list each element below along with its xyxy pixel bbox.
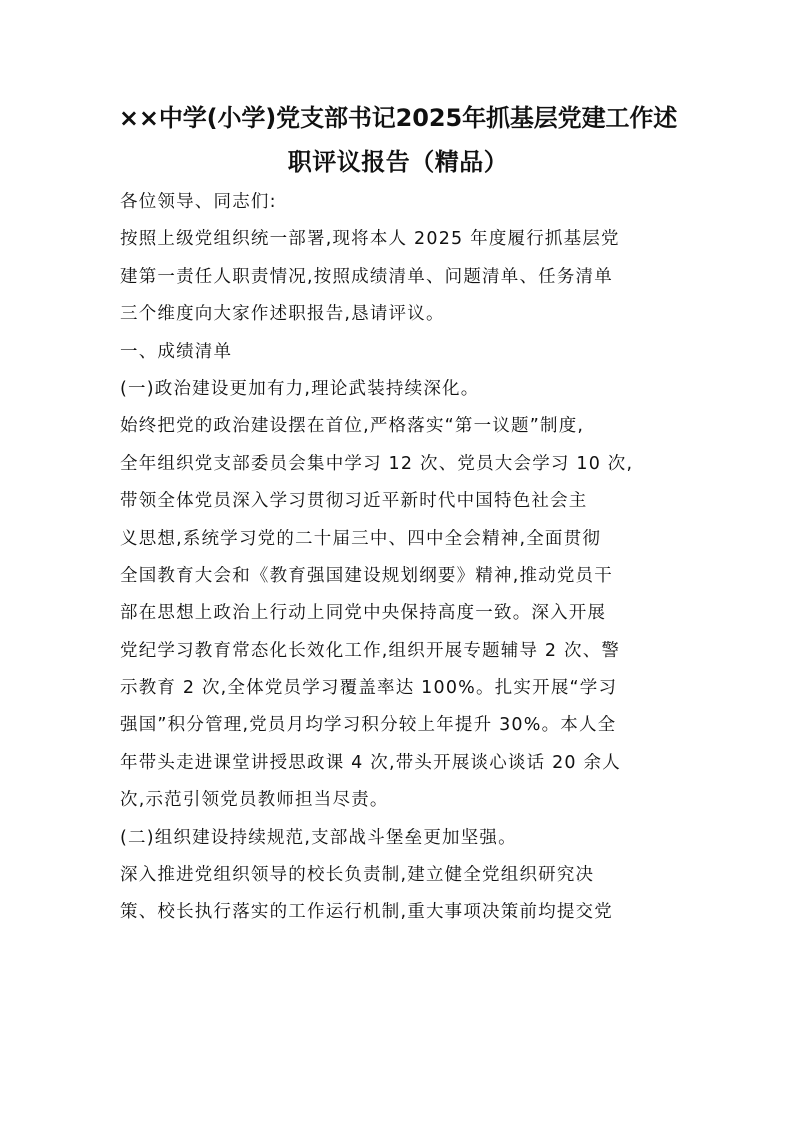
- salutation-line: 各位领导、同志们:: [120, 192, 277, 212]
- body-line: 按照上级党组织统一部署,现将本人 2025 年度履行抓基层党: [120, 229, 620, 250]
- document-body: [120, 184, 680, 932]
- section-heading: 一、成绩清单: [120, 341, 233, 362]
- document-title: [118, 96, 678, 184]
- body-line: 建第一责任人职责情况,按照成绩清单、问题清单、任务清单: [120, 266, 613, 287]
- title-line: ××中学(小学)党支部书记2025年抓基层党建工作述: [118, 104, 678, 132]
- body-line: 带领全体党员深入学习贯彻习近平新时代中国特色社会主: [120, 491, 588, 512]
- title-line: 职评议报告（精品）: [287, 148, 509, 176]
- body-line: 策、校长执行落实的工作运行机制,重大事项决策前均提交党: [120, 902, 613, 923]
- body-line: 深入推进党组织领导的校长负责制,建立健全党组织研究决: [120, 865, 595, 886]
- body-line: 示教育 2 次,全体党员学习覆盖率达 100%。扎实开展“学习: [120, 678, 618, 699]
- body-line: 始终把党的政治建设摆在首位,严格落实“第一议题”制度,: [120, 416, 585, 437]
- body-line: 次,示范引领党员教师担当尽责。: [120, 790, 389, 811]
- subsection-heading: (一)政治建设更加有力,理论武装持续深化。: [120, 378, 480, 399]
- body-line: 年带头走进课堂讲授思政课 4 次,带头开展谈心谈话 20 余人: [120, 752, 621, 773]
- body-line: 义思想,系统学习党的二十届三中、四中全会精神,全面贯彻: [120, 528, 602, 549]
- body-line: 强国”积分管理,党员月均学习积分较上年提升 30%。本人全: [120, 715, 617, 736]
- subsection-heading: (二)组织建设持续规范,支部战斗堡垒更加坚强。: [120, 827, 517, 848]
- body-line: 全国教育大会和《教育强国建设规划纲要》精神,推动党员干: [120, 565, 613, 586]
- body-line: 三个维度向大家作述职报告,恳请评议。: [120, 304, 445, 325]
- body-line: 部在思想上政治上行动上同党中央保持高度一致。深入开展: [120, 603, 607, 624]
- body-line: 党纪学习教育常态化长效化工作,组织开展专题辅导 2 次、警: [120, 640, 621, 661]
- body-line: 全年组织党支部委员会集中学习 12 次、党员大会学习 10 次,: [120, 453, 634, 474]
